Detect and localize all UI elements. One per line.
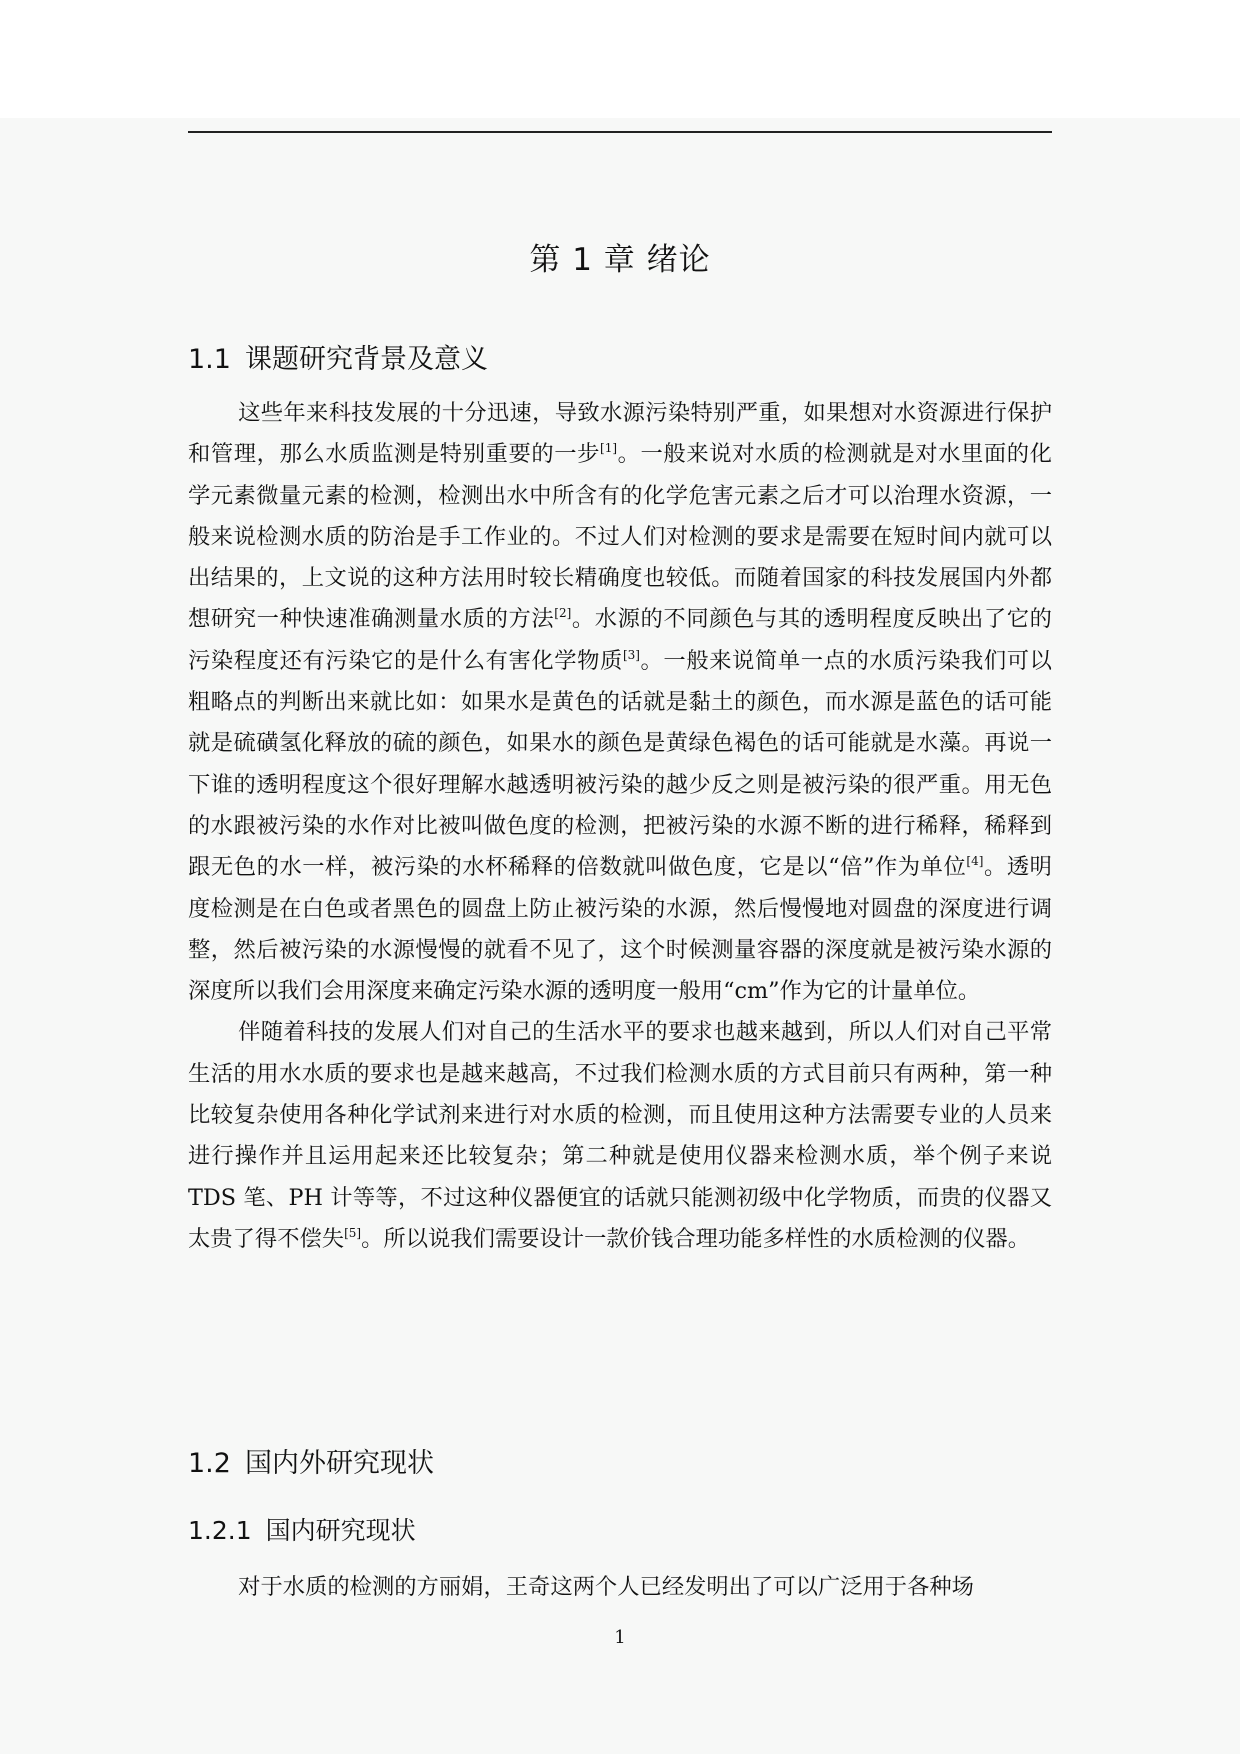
section-title: 课题研究背景及意义 xyxy=(244,344,488,375)
section-1-1-body xyxy=(188,393,1052,1260)
paragraph: 对于水质的检测的方丽娟，王奇这两个人已经发明出了可以广泛用于各种场 xyxy=(238,1574,974,1600)
paragraph-text: 这些年来科技发展的十分迅速，导致水源污染特别严重，如果想对水资源进行保护和管理，那么水质监测是特别重要的一步 xyxy=(188,400,1052,468)
paragraph-text: 。水源的不同颜色与其的透明程度反映出了它的污染程度还有污染它的是什么有害化学物质 xyxy=(188,606,1052,674)
citation: [3] xyxy=(622,647,640,662)
page-number: 1 xyxy=(614,1627,626,1648)
paragraph xyxy=(188,1012,1052,1260)
header-rule xyxy=(188,131,1052,133)
page-top-margin xyxy=(0,0,1240,118)
section-heading-1-1 xyxy=(188,342,488,378)
citation: [4] xyxy=(966,854,984,869)
citation: [5] xyxy=(344,1225,362,1240)
paragraph-text: 。一般来说对水质的检测就是对水里面的化学元素微量元素的检测，检测出水中所含有的化学危害元素之后才可以治理水资源，一般来说检测水质的防治是手工作业的。不过人们对检测的要求是需要在短时间内就可以出结果的，上文说的这种方法用时较长精确度也较低。而随着国家的科技发展国内外都想研究一种快速准确测量水质的方法 xyxy=(188,441,1052,633)
section-title: 国内外研究现状 xyxy=(244,1448,434,1479)
subsection-heading-1-2-1 xyxy=(188,1514,416,1548)
chapter-title: 第 1 章 绪论 xyxy=(529,242,711,278)
paragraph-text: 伴随着科技的发展人们对自己的生活水平的要求也越来越到，所以人们对自己平常生活的用水水质的要求也是越来越高，不过我们检测水质的方式目前只有两种，第一种比较复杂使用各种化学试剂来进行对水质的检测，而且使用这种方法需要专业的人员来进行操作并且运用起来还比较复杂；第二种就是使用仪器来检测水质，举个例子来说 TDS 笔、PH 计等等，不过这种仪器便宜的话就只能测初级中化学物质，而贵的仪器又太贵了得不偿失 xyxy=(188,1019,1052,1252)
citation: [2] xyxy=(554,606,572,621)
paragraph-text: 。透明度检测是在白色或者黑色的圆盘上防止被污染的水源，然后慢慢地对圆盘的深度进行调整，然后被污染的水源慢慢的就看不见了，这个时候测量容器的深度就是被污染水源的深度所以我们会用深度来确定污染水源的透明度一般用“cm”作为它的计量单位。 xyxy=(188,854,1052,1005)
section-number: 1.2 xyxy=(188,1448,231,1479)
paragraph-text: 。所以说我们需要设计一款价钱合理功能多样性的水质检测的仪器。 xyxy=(361,1225,1031,1252)
section-heading-1-2 xyxy=(188,1446,434,1482)
citation: [1] xyxy=(600,441,618,456)
paragraph-text: 。一般来说简单一点的水质污染我们可以粗略点的判断出来就比如：如果水是黄色的话就是黏土的颜色，而水源是蓝色的话可能就是硫磺氢化释放的硫的颜色，如果水的颜色是黄绿色褐色的话可能就是水藻。再说一下谁的透明程度这个很好理解水越透明被污染的越少反之则是被污染的很严重。用无色的水跟被污染的水作对比被叫做色度的检测，把被污染的水源不断的进行稀释，稀释到跟无色的水一样，被污染的水杯稀释的倍数就叫做色度，它是以“倍”作为单位 xyxy=(188,647,1052,881)
subsection-number: 1.2.1 xyxy=(188,1516,252,1545)
section-1-2-1-body xyxy=(188,1567,1052,1608)
paragraph xyxy=(188,393,1052,1012)
section-number: 1.1 xyxy=(188,344,231,375)
subsection-title: 国内研究现状 xyxy=(265,1516,416,1545)
